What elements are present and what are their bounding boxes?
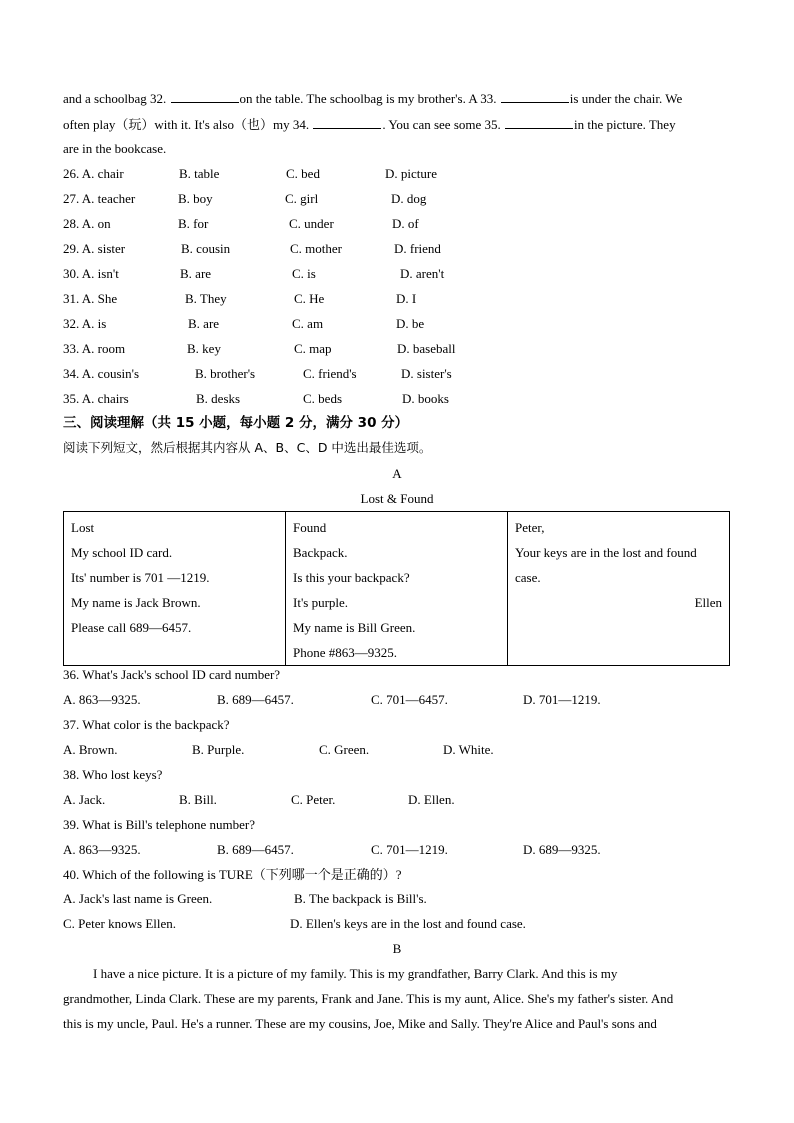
option-d[interactable]: D. 689—9325.	[523, 842, 601, 857]
option-d[interactable]: D. be	[396, 316, 425, 331]
option-d[interactable]: D. friend	[394, 241, 441, 256]
option-c[interactable]: C. friend's	[303, 366, 357, 381]
cell-text: Phone #863—9325.	[293, 645, 397, 660]
option-d[interactable]: D. sister's	[401, 366, 452, 381]
cell-text: Lost	[71, 520, 95, 535]
cell-signature: Ellen	[694, 595, 722, 610]
option-d[interactable]: D. Ellen's keys are in the lost and found case.	[290, 916, 526, 931]
option-a[interactable]: A. 863—9325.	[63, 842, 141, 857]
option-a[interactable]: 34. A. cousin's	[63, 366, 140, 381]
option-a[interactable]: A. Jack.	[63, 792, 106, 807]
option-a[interactable]: 30. A. isn't	[63, 266, 119, 281]
cell-text: Peter,	[515, 520, 545, 535]
option-a[interactable]: A. Jack's last name is Green.	[63, 891, 213, 906]
question-38: 38. Who lost keys?	[63, 767, 163, 782]
option-b[interactable]: B. Bill.	[179, 792, 217, 807]
cell-text: My school ID card.	[71, 545, 173, 560]
option-b[interactable]: B. They	[185, 291, 227, 306]
option-b[interactable]: B. key	[187, 341, 221, 356]
option-d[interactable]: D. White.	[443, 742, 494, 757]
option-c[interactable]: C. map	[294, 341, 332, 356]
blank-34[interactable]	[313, 116, 381, 129]
option-d[interactable]: D. books	[402, 391, 449, 406]
option-c[interactable]: C. Peter.	[291, 792, 336, 807]
cell-text: Your keys are in the lost and found	[515, 545, 697, 560]
option-b[interactable]: B. are	[180, 266, 212, 281]
question-37: 37. What color is the backpack?	[63, 717, 230, 732]
option-d[interactable]: D. Ellen.	[408, 792, 455, 807]
lost-column	[64, 512, 286, 666]
option-c[interactable]: C. He	[294, 291, 325, 306]
option-b[interactable]: B. desks	[196, 391, 241, 406]
option-c[interactable]: C. Green.	[319, 742, 370, 757]
passage-letter-b: B	[392, 941, 402, 956]
option-c[interactable]: C. mother	[290, 241, 342, 256]
option-c[interactable]: C. bed	[286, 166, 320, 181]
option-c[interactable]: C. 701—1219.	[371, 842, 448, 857]
option-a[interactable]: 29. A. sister	[63, 241, 126, 256]
option-a[interactable]: A. 863—9325.	[63, 692, 141, 707]
cell-text: case.	[515, 570, 541, 585]
option-a[interactable]: A. Brown.	[63, 742, 118, 757]
option-c[interactable]: C. under	[289, 216, 334, 231]
option-b[interactable]: B. are	[188, 316, 220, 331]
cell-text: Is this your backpack?	[293, 570, 410, 585]
option-c[interactable]: C. girl	[285, 191, 319, 206]
option-c[interactable]: C. beds	[303, 391, 342, 406]
option-d[interactable]: D. I	[396, 291, 417, 306]
option-d[interactable]: D. dog	[391, 191, 427, 206]
option-a[interactable]: 31. A. She	[63, 291, 118, 306]
option-d[interactable]: D. picture	[385, 166, 437, 181]
option-c[interactable]: C. 701—6457.	[371, 692, 448, 707]
option-a[interactable]: 35. A. chairs	[63, 391, 129, 406]
passage-b-line-3: this is my uncle, Paul. He's a runner. These are my cousins, Joe, Mike and Sally. They're Alice and Paul's sons and	[63, 1016, 657, 1031]
cell-text: It's purple.	[293, 595, 349, 610]
blank-32[interactable]	[171, 90, 239, 103]
option-d[interactable]: D. baseball	[397, 341, 456, 356]
cell-text: Found	[293, 520, 327, 535]
option-b[interactable]: B. The backpack is Bill's.	[294, 891, 427, 906]
passage-line-1: and a schoolbag 32. on the table. The schoolbag is my brother's. A 33. is under the chair. We	[63, 91, 683, 106]
blank-33[interactable]	[501, 90, 569, 103]
cell-text: Its' number is 701 —1219.	[71, 570, 210, 585]
passage-letter-a: A	[392, 466, 402, 481]
cell-text: Backpack.	[293, 545, 348, 560]
passage-line-2: often play（玩）with it. It's also（也）my 34. . You can see some 35. in the picture. They	[63, 117, 676, 132]
question-40: 40. Which of the following is TURE（下列哪一个是正确的）?	[63, 867, 402, 882]
passage-line-3: are in the bookcase.	[63, 141, 167, 156]
option-d[interactable]: D. of	[392, 216, 419, 231]
option-c[interactable]: C. Peter knows Ellen.	[63, 916, 177, 931]
blank-35[interactable]	[505, 116, 573, 129]
option-b[interactable]: B. for	[178, 216, 209, 231]
option-b[interactable]: B. Purple.	[192, 742, 245, 757]
option-d[interactable]: D. 701—1219.	[523, 692, 601, 707]
option-b[interactable]: B. 689—6457.	[217, 842, 294, 857]
option-b[interactable]: B. boy	[178, 191, 213, 206]
option-b[interactable]: B. table	[179, 166, 220, 181]
option-b[interactable]: B. brother's	[195, 366, 256, 381]
option-c[interactable]: C. am	[292, 316, 324, 331]
option-c[interactable]: C. is	[292, 266, 316, 281]
option-a[interactable]: 32. A. is	[63, 316, 107, 331]
cell-text: Please call 689—6457.	[71, 620, 192, 635]
cell-text: My name is Jack Brown.	[71, 595, 201, 610]
option-d[interactable]: D. aren't	[400, 266, 445, 281]
question-39: 39. What is Bill's telephone number?	[63, 817, 256, 832]
section-heading: 三、阅读理解（共 15 小题，每小题 2 分，满分 30 分）	[63, 415, 409, 431]
cell-text: My name is Bill Green.	[293, 620, 416, 635]
option-a[interactable]: 28. A. on	[63, 216, 111, 231]
question-36: 36. What's Jack's school ID card number?	[63, 667, 281, 682]
option-a[interactable]: 33. A. room	[63, 341, 126, 356]
passage-b-line-1: I have a nice picture. It is a picture of my family. This is my grandfather, Barry Clark. And this is my	[93, 966, 618, 981]
section-instruction: 阅读下列短文，然后根据其内容从 A、B、C、D 中选出最佳选项。	[63, 440, 432, 455]
found-column	[286, 512, 508, 666]
option-b[interactable]: B. 689—6457.	[217, 692, 294, 707]
option-a[interactable]: 27. A. teacher	[63, 191, 136, 206]
note-column	[508, 512, 730, 666]
lost-found-table	[63, 511, 730, 666]
passage-b-line-2: grandmother, Linda Clark. These are my parents, Frank and Jane. This is my aunt, Alice. She's my father's sister. And	[63, 991, 674, 1006]
passage-title: Lost & Found	[360, 491, 434, 506]
option-b[interactable]: B. cousin	[181, 241, 231, 256]
option-a[interactable]: 26. A. chair	[63, 166, 124, 181]
